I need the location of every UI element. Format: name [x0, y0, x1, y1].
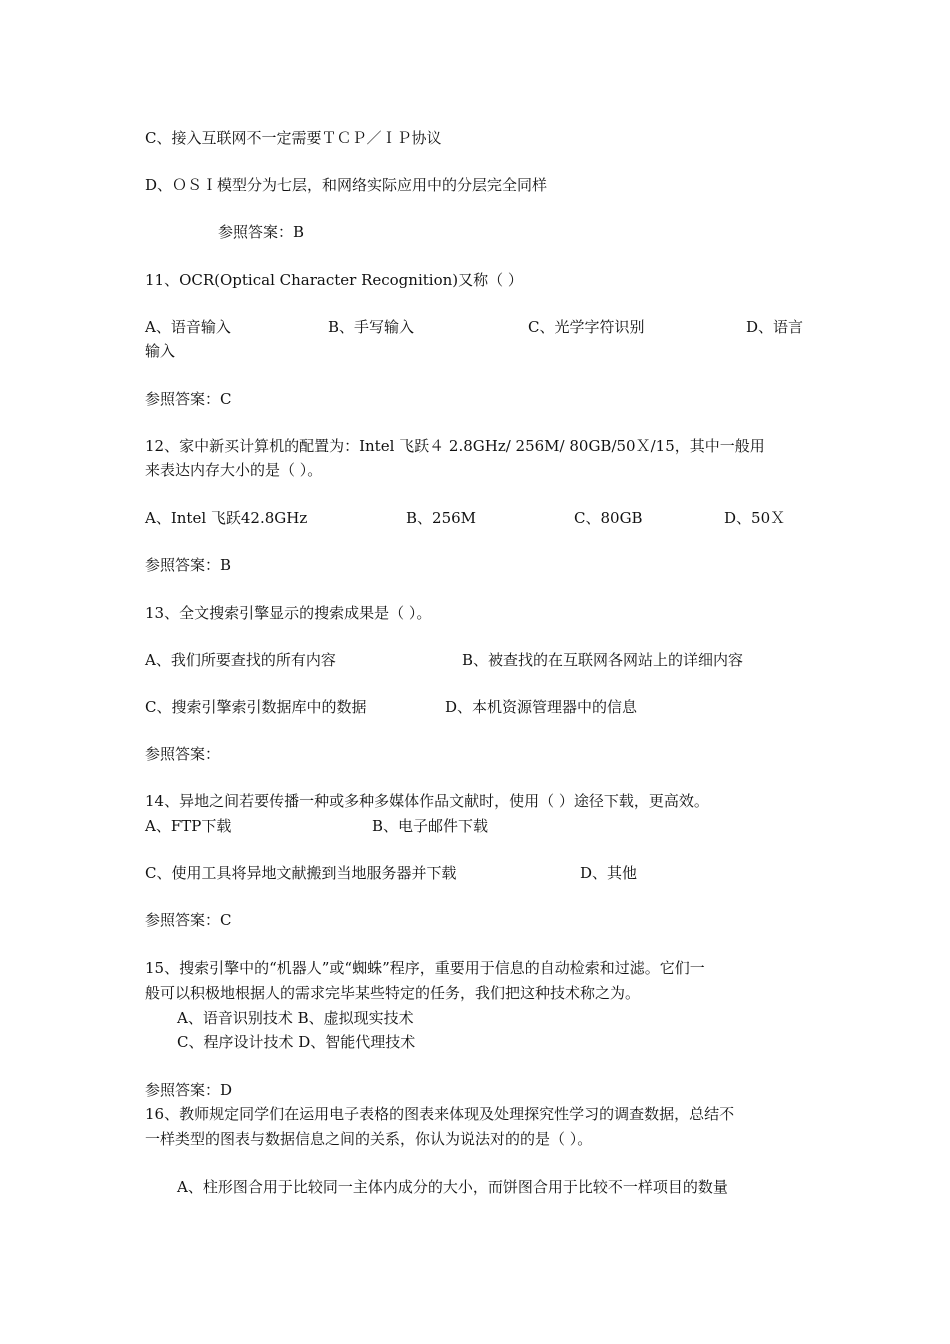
- q16-option-a: A、柱形图合用于比较同一主体内成分的大小，而饼图合用于比较不一样项目的数量: [177, 1178, 728, 1196]
- q14-option-d: D、其他: [580, 864, 638, 882]
- q12-option-c: C、80GB: [574, 509, 643, 527]
- q11-option-a: A、语音输入: [145, 318, 231, 336]
- q14-question: 14、异地之间若要传播一种或多种多媒体作品文献时，使用（ ）途径下载，更高效。: [145, 792, 709, 810]
- q10-option-c: C、接入互联网不一定需要ＴＣＰ／ＩＰ协议: [145, 129, 442, 147]
- q12-question-line2: 来表达内存大小的是（ ）。: [145, 461, 323, 479]
- q11-option-d-continued: 输入: [145, 342, 176, 360]
- q13-option-b: B、被查找的在互联网各网站上的详细内容: [462, 651, 744, 669]
- q11-option-c: C、光学字符识别: [528, 318, 645, 336]
- q15-question-line1: 15、搜索引擎中的“机器人”或“蜘蛛”程序，重要用于信息的自动检索和过滤。它们一: [145, 959, 705, 977]
- q14-answer: 参照答案：C: [145, 911, 232, 929]
- q13-answer: 参照答案：: [145, 745, 221, 763]
- q12-option-a: A、Intel 飞跃42.8GHz: [145, 509, 308, 527]
- q13-question: 13、全文搜索引擎显示的搜索成果是（ ）。: [145, 604, 432, 622]
- q14-option-a: A、FTP下载: [145, 817, 232, 835]
- q15-answer: 参照答案：D: [145, 1081, 233, 1099]
- q12-option-b: B、256M: [406, 509, 477, 527]
- q12-answer: 参照答案：B: [145, 556, 232, 574]
- q13-option-c: C、搜索引擎索引数据库中的数据: [145, 698, 367, 716]
- q16-question-line1: 16、教师规定同学们在运用电子表格的图表来体现及处理探究性学习的调查数据，总结不: [145, 1105, 735, 1123]
- q10-option-d: D、ＯＳＩ模型分为七层，和网络实际应用中的分层完全同样: [145, 176, 548, 194]
- q15-question-line2: 般可以积极地根据人的需求完毕某些特定的任务，我们把这种技术称之为。: [145, 984, 641, 1002]
- q13-option-a: A、我们所要查找的所有内容: [145, 651, 336, 669]
- q15-options-ab: A、语音识别技术 B、虚拟现实技术: [177, 1009, 414, 1027]
- q15-options-cd: C、程序设计技术 D、智能代理技术: [177, 1033, 416, 1051]
- q11-question: 11、OCR(Optical Character Recognition)又称（ ）: [145, 271, 523, 289]
- q16-question-line2: 一样类型的图表与数据信息之间的关系，你认为说法对的的是（ ）。: [145, 1130, 593, 1148]
- q10-answer: 参照答案：B: [218, 223, 305, 241]
- q11-option-b: B、手写输入: [328, 318, 415, 336]
- q12-question-line1: 12、家中新买计算机的配置为：Intel 飞跃４ 2.8GHz/ 256M/ 80GB/50Ｘ/15，其中一般用: [145, 437, 765, 455]
- q14-option-c: C、使用工具将异地文献搬到当地服务器并下载: [145, 864, 457, 882]
- q11-option-d: D、语言: [746, 318, 804, 336]
- q13-option-d: D、本机资源管理器中的信息: [445, 698, 638, 716]
- q11-answer: 参照答案：C: [145, 390, 232, 408]
- q12-option-d: D、50Ｘ: [724, 509, 786, 527]
- q14-option-b: B、电子邮件下载: [372, 817, 489, 835]
